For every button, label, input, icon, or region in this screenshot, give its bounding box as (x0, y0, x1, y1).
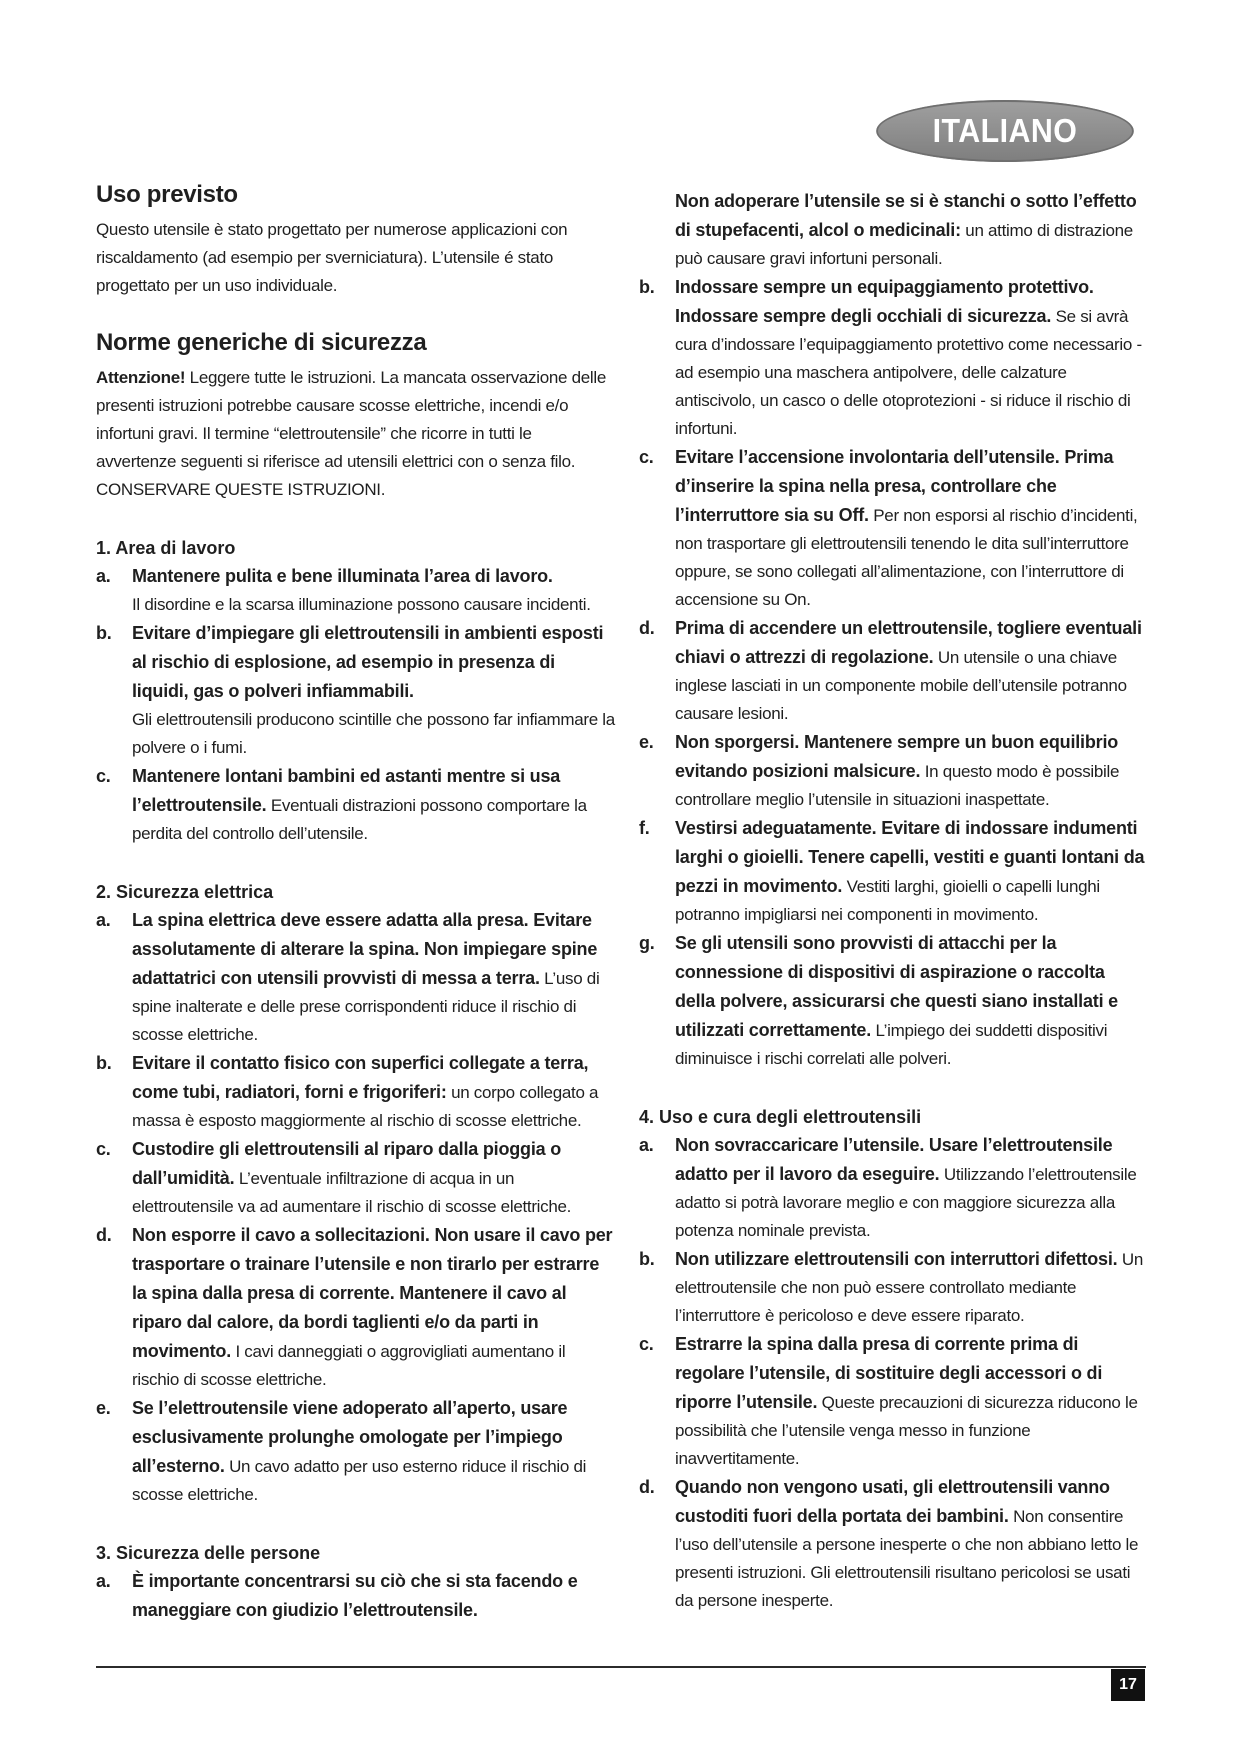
rule-text: Gli elettroutensili producono scintille che possono far infiammare la polvere o i fumi. (132, 710, 615, 757)
rule-letter: c. (96, 766, 111, 786)
rule-text: Non consentire l’uso dell’utensile a persone inesperte o che non abbiano letto le presenti istruzioni. Gli elettroutensili risultano pericolosi se usati da persone inesperte. (675, 1507, 1139, 1610)
rule-letter: c. (639, 447, 654, 467)
rule-text: Un elettroutensile che non può essere controllato mediante l’interruttore è pericoloso e deve essere riparato. (675, 1250, 1143, 1325)
rule-text: Queste precauzioni di sicurezza riducono le possibilità che l’utensile venga messo in funzione inavvertitamente. (675, 1393, 1138, 1468)
rule-letter: b. (639, 277, 655, 297)
rule-text: Se si avrà cura d’indossare l’equipaggiamento protettivo come necessario - ad esempio una maschera antipolvere, delle calzature antiscivolo, un casco o delle otoprotezioni - si riduce il rischio di infortuni. (675, 307, 1142, 438)
rule-letter: c. (96, 1139, 111, 1159)
rule-letter: b. (639, 1249, 655, 1269)
rule-text: L’impiego dei suddetti dispositivi diminuisce i rischi correlati alle polveri. (675, 1021, 1108, 1068)
intended-use-title: Uso previsto (96, 181, 238, 208)
section-1-heading: 1. Area di lavoro (96, 538, 236, 558)
rule-text: Per non esporsi al rischio d’incidenti, non trasportare gli elettroutensili tenendo le dita sull’interruttore oppure, se sono collegati all’alimentazione, con l’interruttore di accensione su On. (675, 506, 1138, 609)
rule-3a-continued (639, 187, 1149, 273)
rule-bold: Non sovraccaricare l’utensile. Usare l’elettroutensile adatto per il lavoro da eseguire. (675, 1135, 1113, 1184)
rule-bold: Quando non vengono usati, gli elettroutensili vanno custoditi fuori della portata dei bambini. (675, 1477, 1110, 1526)
warning-text: Leggere tutte le istruzioni. La mancata osservazione delle presenti istruzioni potrebbe causare scosse elettriche, incendi e/o infortuni gravi. Il termine “elettroutensile” che ricorre in tutti le avvertenze seguenti si riferisce ad utensili elettrici con o senza filo. CONSERVARE QUESTE ISTRUZIONI. (96, 368, 607, 499)
rule-letter: d. (639, 618, 655, 638)
rule-3b (639, 273, 1149, 443)
rule-bold: Evitare l’accensione involontaria dell’utensile. Prima d’inserire la spina nella presa, controllare che l’interruttore sia su Off. (675, 447, 1114, 525)
rule-text: L’uso di spine inalterate e delle prese corrispondenti riduce il rischio di scosse elettriche. (132, 969, 600, 1044)
rule-bold: Estrarre la spina dalla presa di corrente prima di regolare l’utensile, di sostituire degli accessori o di riporre l’utensile. (675, 1334, 1103, 1412)
left-column (96, 180, 616, 1625)
rule-text: L’eventuale infiltrazione di acqua in un elettroutensile va ad aumentare il rischio di scosse elettriche. (132, 1169, 572, 1216)
rule-bold: Se gli utensili sono provvisti di attacchi per la connessione di dispositivi di aspirazione o raccolta della polvere, assicurarsi che questi siano installati e utilizzati correttamente. (675, 933, 1118, 1040)
rule-1b (96, 619, 616, 762)
rule-text: Un cavo adatto per uso esterno riduce il rischio di scosse elettriche. (132, 1457, 587, 1504)
rule-text: Vestiti larghi, gioielli o capelli lunghi potranno impigliarsi nei componenti in movimento. (675, 877, 1100, 924)
rule-bold: Non utilizzare elettroutensili con interruttori difettosi. (675, 1249, 1118, 1269)
rule-3g (639, 929, 1149, 1073)
rule-3e (639, 728, 1149, 814)
rule-1c (96, 762, 616, 848)
section-4-heading: 4. Uso e cura degli elettroutensili (639, 1107, 922, 1127)
rule-letter: e. (639, 732, 654, 752)
section-2-heading: 2. Sicurezza elettrica (96, 882, 274, 902)
rule-letter: g. (639, 933, 655, 953)
rule-letter: b. (96, 623, 112, 643)
general-safety-warning (96, 364, 616, 504)
rule-bold: Indossare sempre un equipaggiamento protettivo. Indossare sempre degli occhiali di sicurezza. (675, 277, 1094, 326)
rule-bold: Prima di accendere un elettroutensile, togliere eventuali chiavi o attrezzi di regolazione. (675, 618, 1142, 667)
language-badge: ITALIANO (876, 100, 1134, 162)
section-3-heading: 3. Sicurezza delle persone (96, 1543, 321, 1563)
rule-letter: d. (639, 1477, 655, 1497)
rule-letter: d. (96, 1225, 112, 1245)
rule-4a (639, 1131, 1149, 1245)
rule-bold: Custodire gli elettroutensili al riparo dalla pioggia o dall’umidità. (132, 1139, 562, 1188)
rule-letter: b. (96, 1053, 112, 1073)
rule-text: Eventuali distrazioni possono comportare la perdita del controllo dell’utensile. (132, 796, 587, 843)
rule-text: un corpo collegato a massa è esposto maggiormente al rischio di scosse elettriche. (132, 1083, 599, 1130)
rule-2a (96, 906, 616, 1049)
rule-1a (96, 562, 616, 619)
rule-bold: Evitare il contatto fisico con superfici collegate a terra, come tubi, radiatori, forni e frigoriferi: (132, 1053, 589, 1102)
rule-letter: a. (639, 1135, 654, 1155)
rule-2c (96, 1135, 616, 1221)
rule-3f (639, 814, 1149, 929)
rule-letter: e. (96, 1398, 111, 1418)
rule-text: un attimo di distrazione può causare gravi infortuni personali. (675, 221, 1133, 268)
rule-letter: a. (96, 1571, 111, 1591)
rule-2e (96, 1394, 616, 1509)
rule-text: I cavi danneggiati o aggrovigliati aumentano il rischio di scosse elettriche. (132, 1342, 566, 1389)
rule-bold: Mantenere pulita e bene illuminata l’area di lavoro. (132, 566, 553, 586)
rule-text: Il disordine e la scarsa illuminazione possono causare incidenti. (132, 595, 591, 614)
rule-4b (639, 1245, 1149, 1330)
rule-bold: La spina elettrica deve essere adatta alla presa. Evitare assolutamente di alterare la spina. Non impiegare spine adattatrici con utensili provvisti di messa a terra. (132, 910, 598, 988)
rule-bold: Non sporgersi. Mantenere sempre un buon equilibrio evitando posizioni malsicure. (675, 732, 1119, 781)
rule-bold: Mantenere lontani bambini ed astanti mentre si usa l’elettroutensile. (132, 766, 561, 815)
rule-3a (96, 1567, 616, 1625)
right-column (639, 187, 1149, 1615)
rule-4d (639, 1473, 1149, 1615)
footer-divider (96, 1666, 1146, 1668)
rule-text: In questo modo è possibile controllare meglio l’utensile in situazioni inaspettate. (675, 762, 1120, 809)
general-safety-title: Norme generiche di sicurezza (96, 329, 427, 356)
rule-bold: Non esporre il cavo a sollecitazioni. Non usare il cavo per trasportare o trainare l’utensile e non tirarlo per estrarre la spina dalla presa di corrente. Mantenere il cavo al riparo dal calore, da bordi taglienti e/o da parti in movimento. (132, 1225, 613, 1361)
rule-text: Un utensile o una chiave inglese lasciati in un componente mobile dell’utensile potranno causare lesioni. (675, 648, 1127, 723)
page-number: 17 (1111, 1669, 1145, 1701)
rule-bold: Non adoperare l’utensile se si è stanchi o sotto l’effetto di stupefacenti, alcol o medicinali: (675, 191, 1137, 240)
rule-letter: a. (96, 566, 111, 586)
rule-2d (96, 1221, 616, 1394)
intended-use-text: Questo utensile è stato progettato per numerose applicazioni con riscaldamento (ad esempio per sverniciatura). L’utensile é stato progettato per un uso individuale. (96, 220, 568, 295)
rule-letter: c. (639, 1334, 654, 1354)
rule-4c (639, 1330, 1149, 1473)
rule-letter: f. (639, 818, 650, 838)
rule-2b (96, 1049, 616, 1135)
warning-label: Attenzione! (96, 368, 186, 387)
rule-3d (639, 614, 1149, 728)
rule-3c (639, 443, 1149, 614)
rule-bold: Se l’elettroutensile viene adoperato all’aperto, usare esclusivamente prolunghe omologate per l’impiego all’esterno. (132, 1398, 568, 1476)
rule-letter: a. (96, 910, 111, 930)
rule-bold: È importante concentrarsi su ciò che si sta facendo e maneggiare con giudizio l’elettroutensile. (132, 1571, 578, 1620)
rule-bold: Vestirsi adeguatamente. Evitare di indossare indumenti larghi o gioielli. Tenere capelli, vestiti e guanti lontani da pezzi in movimento. (675, 818, 1145, 896)
rule-text: Utilizzando l’elettroutensile adatto si potrà lavorare meglio e con maggiore sicurezza alla potenza nominale prevista. (675, 1165, 1137, 1240)
rule-bold: Evitare d’impiegare gli elettroutensili in ambienti esposti al rischio di esplosione, ad esempio in presenza di liquidi, gas o polveri infiammabili. (132, 623, 604, 701)
